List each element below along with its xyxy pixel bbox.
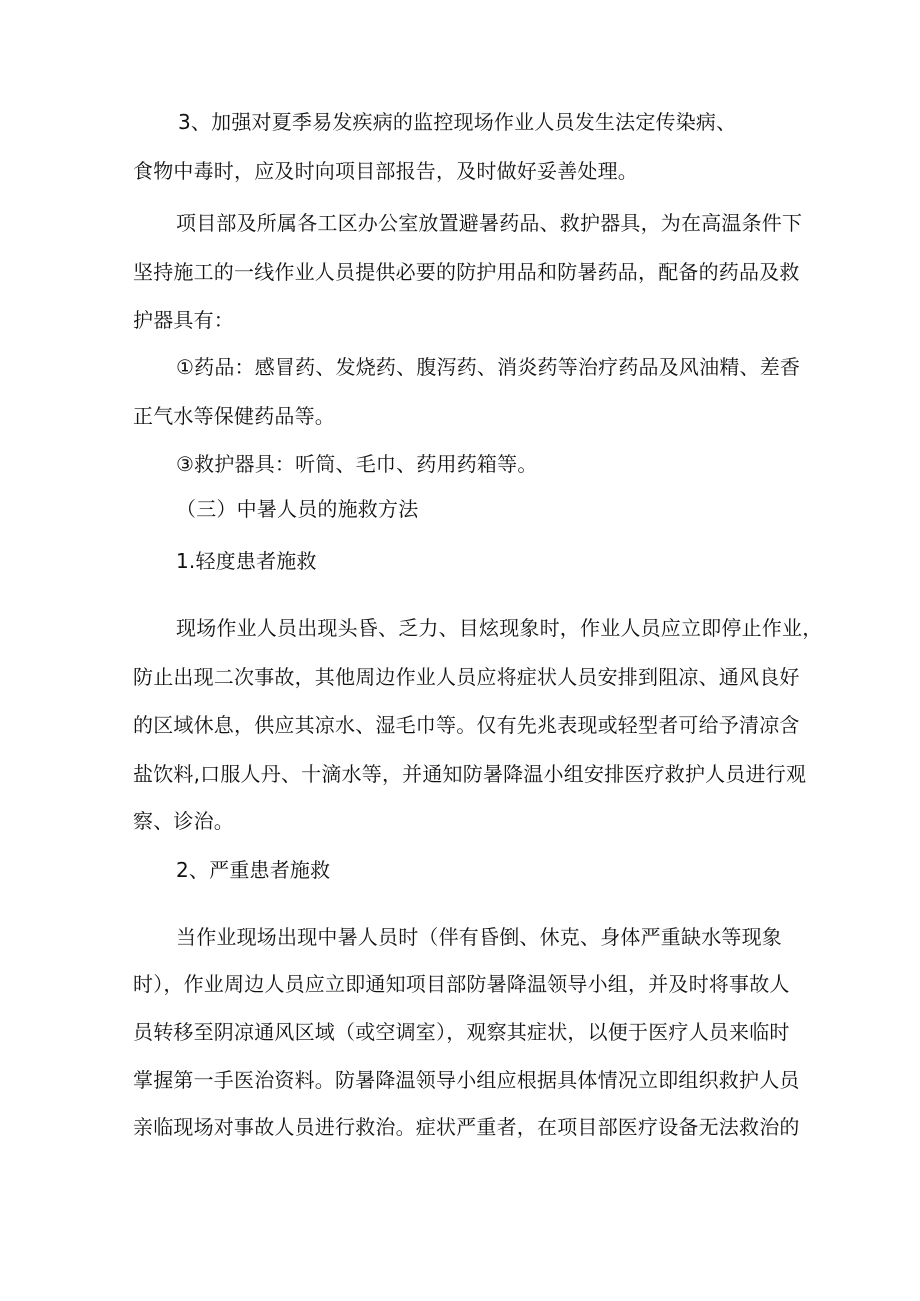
paragraph-line: 食物中毒时，应及时向项目部报告，及时做好妥善处理。 (133, 159, 638, 183)
list-item-line: ①药品：感冒药、发烧药、腹泻药、消炎药等治疗药品及风油精、差香 (176, 355, 801, 379)
paragraph-line: 掌握第一手医治资料。防暑降温领导小组应根据具体情况立即组织救护人员 (133, 1068, 800, 1092)
paragraph-line: 护器具有： (133, 308, 234, 332)
paragraph-line: 员转移至阴凉通风区域（或空调室），观察其症状，以便于医疗人员来临时 (133, 1020, 790, 1044)
paragraph-line: 项目部及所属各工区办公室放置避暑药品、救护器具，为在高温条件下 (176, 211, 803, 235)
paragraph-line: 现场作业人员出现头昏、乏力、目炫现象时，作业人员应立即停止作业， (176, 616, 823, 640)
list-item-line: ③救护器具：听筒、毛巾、药用药箱等。 (176, 452, 538, 476)
paragraph-line: 察、诊治。 (133, 809, 234, 833)
paragraph-line: 防止出现二次事故，其他周边作业人员应将症状人员安排到阻凉、通风良好 (133, 665, 800, 689)
paragraph-line: 盐饮料,口服人丹、十滴水等，并通知防暑降温小组安排医疗救护人员进行观 (133, 762, 807, 786)
paragraph-line: 3、加强对夏季易发疾病的监控现场作业人员发生法定传染病、 (178, 110, 737, 134)
subsection-heading: 2、严重患者施救 (176, 858, 331, 882)
section-heading: （三）中暑人员的施救方法 (176, 497, 419, 521)
paragraph-line: 当作业现场出现中暑人员时（伴有昏倒、休克、身体严重缺水等现象 (176, 925, 782, 949)
subsection-heading: 1.轻度患者施救 (176, 549, 317, 573)
paragraph-line: 的区域休息，供应其凉水、湿毛巾等。仅有先兆表现或轻型者可给予清凉含 (133, 713, 800, 737)
paragraph-line: 坚持施工的一线作业人员提供必要的防护用品和防暑药品，配备的药品及救 (133, 260, 800, 284)
list-item-line: 正气水等保健药品等。 (133, 404, 335, 428)
paragraph-line: 时），作业周边人员应立即通知项目部防暑降温领导小组，并及时将事故人 (133, 972, 790, 996)
paragraph-line: 亲临现场对事故人员进行救治。症状严重者，在项目部医疗设备无法救治的 (133, 1115, 800, 1139)
